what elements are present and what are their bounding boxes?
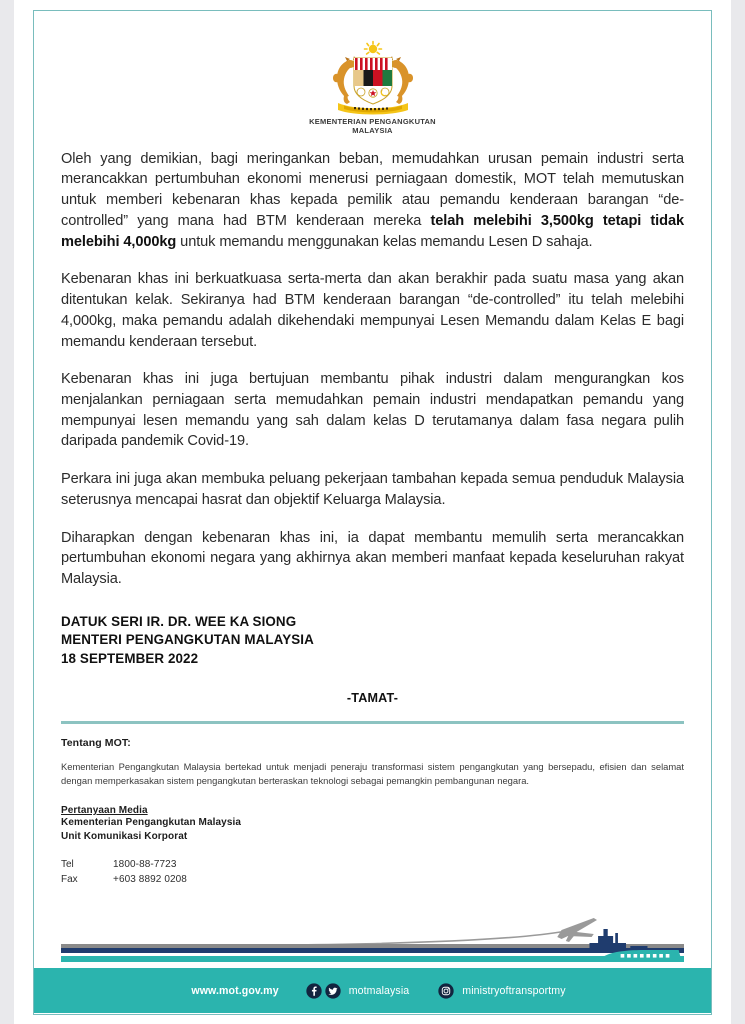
- social-group-instagram: [438, 983, 565, 999]
- social-handle-facebook-twitter[interactable]: motmalaysia: [348, 984, 410, 997]
- page-content: [14, 0, 731, 1024]
- emblem-caption-line2: MALAYSIA: [352, 126, 393, 136]
- twitter-icon[interactable]: [325, 983, 341, 999]
- social-group-primary: [306, 983, 410, 999]
- end-marker: -TAMAT-: [346, 691, 399, 706]
- contact-row-tel: [61, 857, 684, 872]
- teal-rail-bar: [61, 956, 684, 962]
- body-paragraph: [61, 149, 684, 253]
- tel-label: Tel: [61, 859, 74, 871]
- paragraph-text: Perkara ini juga akan membuka peluang pekerjaan tambahan kepada semua penduduk Malaysia seterusnya mencapai hasrat dan objektif Keluarga Malaysia.: [61, 471, 684, 508]
- airplane-icon: [557, 918, 597, 942]
- about-body: Kementerian Pengangkutan Malaysia bertekad untuk menjadi peneraju transformasi sistem pengangkutan yang bersepadu, efisien dan selamat dengan memperkasakan sistem pengangkutan berteraskan teknologi sebagai pemangkin pembangunan negara.: [61, 760, 684, 786]
- section-divider: [61, 721, 684, 724]
- contact-organization: Kementerian Pengangkutan Malaysia: [61, 816, 242, 828]
- body-paragraph: [61, 269, 684, 352]
- footer-content: [191, 983, 565, 999]
- contact-details: [61, 857, 684, 887]
- facebook-icon[interactable]: [306, 983, 322, 999]
- website-link[interactable]: www.mot.gov.my: [191, 984, 279, 997]
- media-contact-section: [61, 805, 684, 887]
- fax-value: +603 8892 0208: [113, 874, 187, 886]
- emblem-caption: [61, 117, 684, 136]
- transport-graphic-svg: [61, 915, 684, 967]
- paragraph-text: untuk memandu menggunakan kelas memandu Lesen D sahaja.: [176, 233, 593, 250]
- emphasis-text: telah melebihi 3,500kg tetapi tidak melebihi 4,000kg: [61, 212, 684, 250]
- body-paragraph: [61, 528, 684, 590]
- tel-value: 1800-88-7723: [113, 859, 177, 871]
- signature-block: [61, 613, 684, 669]
- fax-label: Fax: [61, 874, 78, 886]
- airplane-trail: [63, 931, 566, 946]
- paragraph-text: Diharapkan dengan kebenaran khas ini, ia dapat membantu memulih serta merancakkan pertumbuhan ekonomi negara yang akhirnya akan memberi manfaat kepada keseluruhan rakyat Malaysia.: [61, 529, 684, 587]
- document-header: [61, 0, 684, 136]
- press-release-body: [61, 149, 684, 590]
- signatory-title: MENTERI PENGANGKUTAN MALAYSIA: [61, 632, 314, 648]
- about-section: [61, 737, 684, 788]
- malaysia-coat-of-arms-icon: [314, 40, 432, 116]
- transport-modes-illustration: [61, 915, 684, 967]
- emblem-caption-line1: KEMENTERIAN PENGANGKUTAN: [309, 117, 436, 126]
- body-paragraph: [61, 369, 684, 452]
- instagram-icon[interactable]: [438, 983, 454, 999]
- body-paragraph: [61, 469, 684, 510]
- contact-heading: Pertanyaan Media: [61, 804, 148, 816]
- about-title: Tentang MOT:: [61, 736, 131, 749]
- separator-gap: [61, 953, 684, 956]
- footer-bar: [34, 968, 711, 1013]
- paragraph-text: Kebenaran khas ini juga bertujuan membantu pihak industri dalam mengurangkan kos menjalankan perniagaan serta memudahkan pemain industri mendapatkan pemandu yang mempunyai lesen memandu yang sah dalam kelas D terutamanya dalam fasa negara pulih daripada pandemik Covid-19.: [61, 371, 684, 450]
- paragraph-text: Kebenaran khas ini berkuatkuasa serta-merta dan akan berakhir pada suatu masa yang akan ditentukan kelak. Sekiranya had BTM kenderaan barangan “de-controlled” itu telah melebihi 4,000kg, maka pemandu adalah dikehendaki mempunyai Lesen Memandu dalam Kelas E bagi memandu kenderaan tersebut.: [61, 271, 684, 350]
- press-release-page: [14, 0, 731, 1024]
- paragraph-text: Oleh yang demikian, bagi meringankan beban, memudahkan urusan pemain industri serta merancakkan pertumbuhan ekonomi menerusi perniagaan domestik, MOT telah memutuskan untuk memberi kebenaran khas kepada pemilik atau pemandu kenderaan barangan “de-controlled” yang mana had BTM kenderaan mereka: [61, 150, 684, 229]
- contact-unit: Unit Komunikasi Korporat: [61, 831, 188, 843]
- signature-date: 18 SEPTEMBER 2022: [61, 650, 199, 666]
- social-icons: [306, 983, 341, 999]
- contact-row-fax: [61, 872, 684, 887]
- signatory-name: DATUK SERI IR. DR. WEE KA SIONG: [61, 613, 297, 629]
- social-handle-instagram[interactable]: ministryoftransportmy: [462, 984, 566, 997]
